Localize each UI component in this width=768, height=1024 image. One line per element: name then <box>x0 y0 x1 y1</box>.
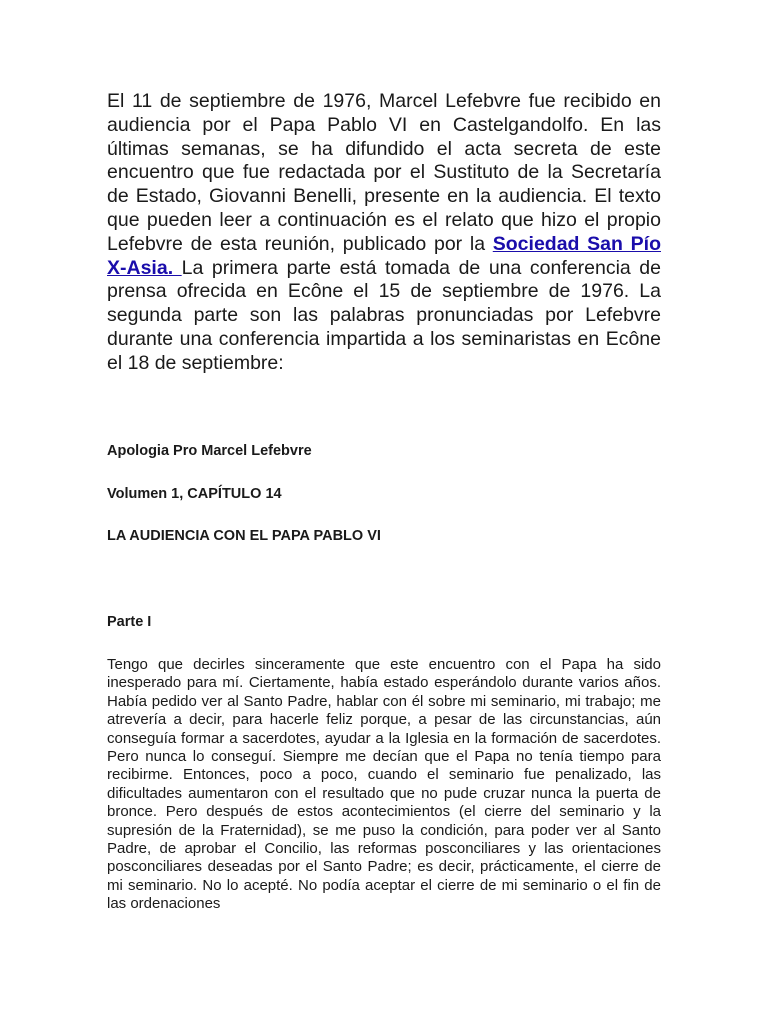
document-page <box>107 90 661 913</box>
heading-apologia: Apologia Pro Marcel Lefebvre <box>107 443 312 459</box>
heading-parte: Parte I <box>107 614 152 630</box>
intro-text-after-link: La primera parte está tomada de una conferencia de prensa ofrecida en Ecône el 15 de septiembre de 1976. La segunda parte son las palabras pronunciadas por Lefebvre durante una conferencia impartida a los seminaristas en Ecône el 18 de septiembre: <box>107 256 661 374</box>
heading-volumen: Volumen 1, CAPÍTULO 14 <box>107 486 282 502</box>
intro-text-before-link: El 11 de septiembre de 1976, Marcel Lefebvre fue recibido en audiencia por el Papa Pablo VI en Castelgandolfo. En las últimas semanas, se ha difundido el acta secreta de este encuentro que fue redactada por el Sustituto de la Secretaría de Estado, Giovanni Benelli, presente en la audiencia. El texto que pueden leer a continuación es el relato que hizo el propio Lefebvre de esta reunión, publicado por la <box>107 90 661 255</box>
intro-paragraph <box>107 90 661 376</box>
sociedad-san-pio-link[interactable]: Sociedad San Pío X-Asia. <box>107 232 661 279</box>
body-paragraph: Tengo que decirles sinceramente que este encuentro con el Papa ha sido inesperado para mí. Ciertamente, había estado esperándolo durante varios años. Había pedido ver al Santo Padre, hablar con él sobre mi seminario, mi trabajo; me atrevería a decir, para hacerle feliz porque, a pesar de las circunstancias, aún conseguía formar a sacerdotes, ayudar a la Iglesia en la formación de sacerdotes. Pero nunca lo conseguí. Siempre me decían que el Papa no tenía tiempo para recibirme. Entonces, poco a poco, cuando el seminario fue penalizado, las dificultades aumentaron con el resultado que no pude cruzar nunca la puerta de bronce. Pero después de estos acontecimientos (el cierre del seminario y la supresión de la Fraternidad), se me puso la condición, para poder ver al Santo Padre, de aprobar el Concilio, las reformas posconciliares y las orientaciones posconciliares deseadas por el Santo Padre; es decir, prácticamente, el cierre de mi seminario. No lo acepté. No podía aceptar el cierre de mi seminario o el fin de las ordenaciones <box>107 656 661 913</box>
heading-audiencia: LA AUDIENCIA CON EL PAPA PABLO VI <box>107 528 381 544</box>
